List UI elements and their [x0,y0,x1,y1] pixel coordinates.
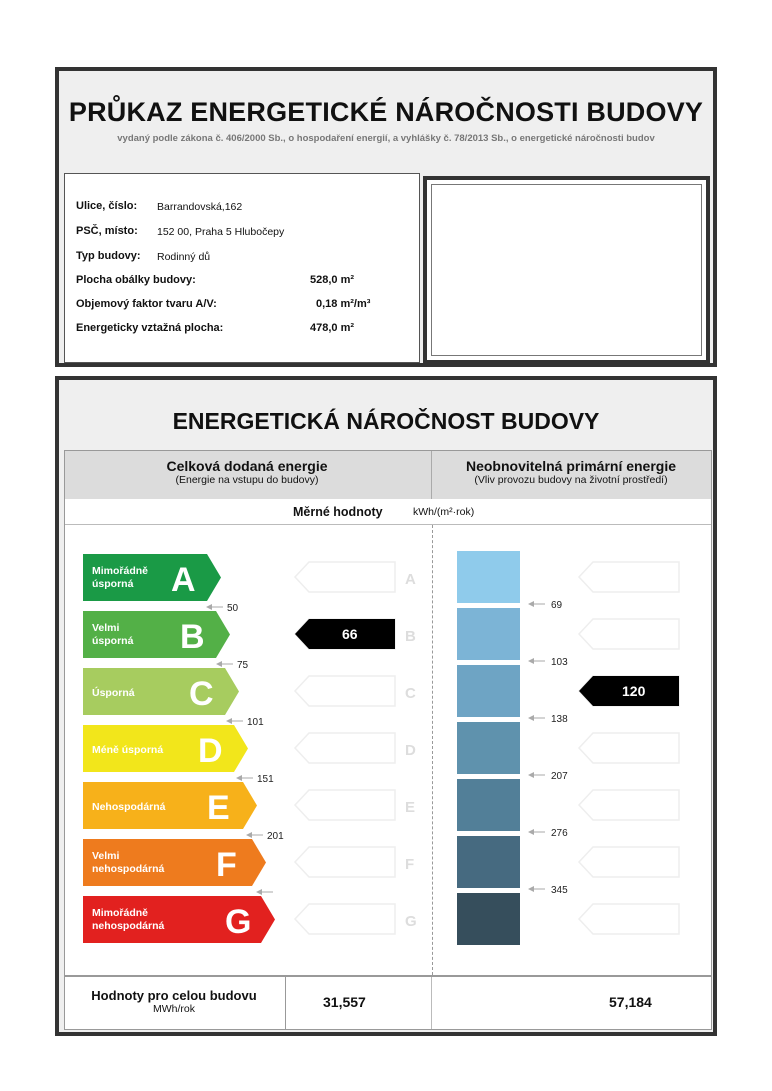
energy-class-scales [59,380,713,1032]
threshold-right-value-4: 276 [551,828,568,839]
class-letter-c: C [189,675,214,713]
totals-divider-1 [285,977,286,1029]
class-letter-d: D [198,732,223,770]
left-ghost-letter-a: A [405,571,416,588]
threshold-arrowhead-c [226,718,232,724]
class-label-a-line2: úsporná [92,578,134,590]
envelope-label: Plocha obálky budovy: [76,274,196,286]
city-label: PSČ, místo: [76,225,138,237]
threshold-right-value-5: 345 [551,885,568,896]
totals-right-value: 57,184 [609,994,652,1010]
city-value: 152 00, Praha 5 Hlubočepy [157,226,285,238]
left-indicator-slot-e [295,790,395,820]
street-value: Barrandovská,162 [157,201,243,213]
threshold-arrowhead-b [216,661,222,667]
threshold-left-a: 50 [227,603,239,614]
left-indicator-slot-c [295,676,395,706]
reference-area-value: 478,0 m² [310,322,355,334]
reference-area-label: Energeticky vztažná plocha: [76,322,224,334]
rating-title: ENERGETICKÁ NÁROČNOST BUDOVY [172,408,600,434]
threshold-right-arrowhead-3 [528,772,534,778]
class-letter-g: G [225,903,252,941]
class-letter-f: F [216,846,237,884]
threshold-right-arrowhead-0 [528,601,534,607]
header-panel [55,67,717,367]
specific-values-label: Měrné hodnoty [293,505,383,519]
left-subheading: (Energie na vstupu do budovy) [175,474,319,486]
threshold-arrowhead-d [236,775,242,781]
right-heading: Neobnovitelná primární energie [465,458,677,474]
right-indicator-slot-e [579,790,679,820]
totals-label-block [64,988,284,1015]
totals-unit: MWh/rok [153,1003,195,1015]
building-info-box [64,173,420,363]
threshold-arrowhead-a [206,604,212,610]
class-label-d: Méně úsporná [92,744,164,756]
threshold-left-b: 75 [237,660,249,671]
class-label-a: Mimořádně [92,565,149,577]
street-label: Ulice, číslo: [76,200,138,212]
building-photo-placeholder [431,184,702,356]
document-subtitle: vydaný podle zákona č. 406/2000 Sb., o hospodaření energií, a vyhlášky č. 78/2013 Sb., o energetické náročnosti budov [117,133,655,144]
specific-values-unit: kWh/(m²·rok) [413,506,475,518]
left-heading: Celková dodaná energie [166,458,328,474]
class-letter-b: B [180,618,205,656]
left-indicator-value: 66 [342,626,358,642]
class-letter-a: A [171,561,196,599]
left-indicator-slot-d [295,733,395,763]
envelope-value: 528,0 m² [310,274,355,286]
shape-factor-value: 0,18 m²/m³ [316,298,371,310]
left-ghost-letter-d: D [405,742,416,759]
right-indicator-slot-f [579,847,679,877]
building-photo-frame [423,176,710,364]
class-label-g-line2: nehospodárná [92,920,165,932]
threshold-right-arrowhead-5 [528,886,534,892]
class-label-f: Velmi [92,850,120,862]
right-indicator-slot-b [579,619,679,649]
class-label-c: Úsporná [92,687,135,699]
primary-block-g [457,893,520,945]
type-value: Rodinný dů [157,251,211,263]
right-subheading: (Vliv provozu budovy na životní prostředí) [474,474,668,486]
threshold-left-e: 201 [267,831,284,842]
left-ghost-letter-b: B [405,628,416,645]
totals-divider-2 [431,977,432,1029]
left-indicator-slot-g [295,904,395,934]
class-letter-e: E [207,789,230,827]
type-label: Typ budovy: [76,250,141,262]
threshold-left-d: 151 [257,774,274,785]
threshold-arrowhead-f [256,889,262,895]
right-indicator-slot-d [579,733,679,763]
totals-label: Hodnoty pro celou budovu [91,988,257,1003]
primary-block-e [457,779,520,831]
threshold-left-c: 101 [247,717,264,728]
primary-block-a [457,551,520,603]
rating-panel [55,376,717,1036]
totals-left-value: 31,557 [323,994,366,1010]
class-label-f-line2: nehospodárná [92,863,165,875]
class-label-b: Velmi [92,622,120,634]
right-indicator-slot-a [579,562,679,592]
left-indicator-slot-a [295,562,395,592]
threshold-right-arrowhead-1 [528,658,534,664]
left-ghost-letter-f: F [405,856,415,873]
class-label-b-line2: úsporná [92,635,134,647]
class-label-e: Nehospodárná [92,801,166,813]
threshold-right-arrowhead-4 [528,829,534,835]
left-ghost-letter-g: G [405,913,417,930]
primary-block-b [457,608,520,660]
threshold-right-value-3: 207 [551,771,568,782]
right-indicator-value: 120 [622,683,646,699]
primary-block-d [457,722,520,774]
left-ghost-letter-e: E [405,799,416,816]
document-title: PRŮKAZ ENERGETICKÉ NÁROČNOSTI BUDOVY [68,97,704,127]
threshold-right-value-2: 138 [551,714,568,725]
left-indicator-slot-f [295,847,395,877]
right-indicator-slot-g [579,904,679,934]
threshold-arrowhead-e [246,832,252,838]
class-label-g: Mimořádně [92,907,149,919]
shape-factor-label: Objemový faktor tvaru A/V: [76,298,217,310]
left-ghost-letter-c: C [405,685,416,702]
threshold-right-value-0: 69 [551,600,563,611]
threshold-right-value-1: 103 [551,657,568,668]
primary-block-c [457,665,520,717]
threshold-right-arrowhead-2 [528,715,534,721]
primary-block-f [457,836,520,888]
